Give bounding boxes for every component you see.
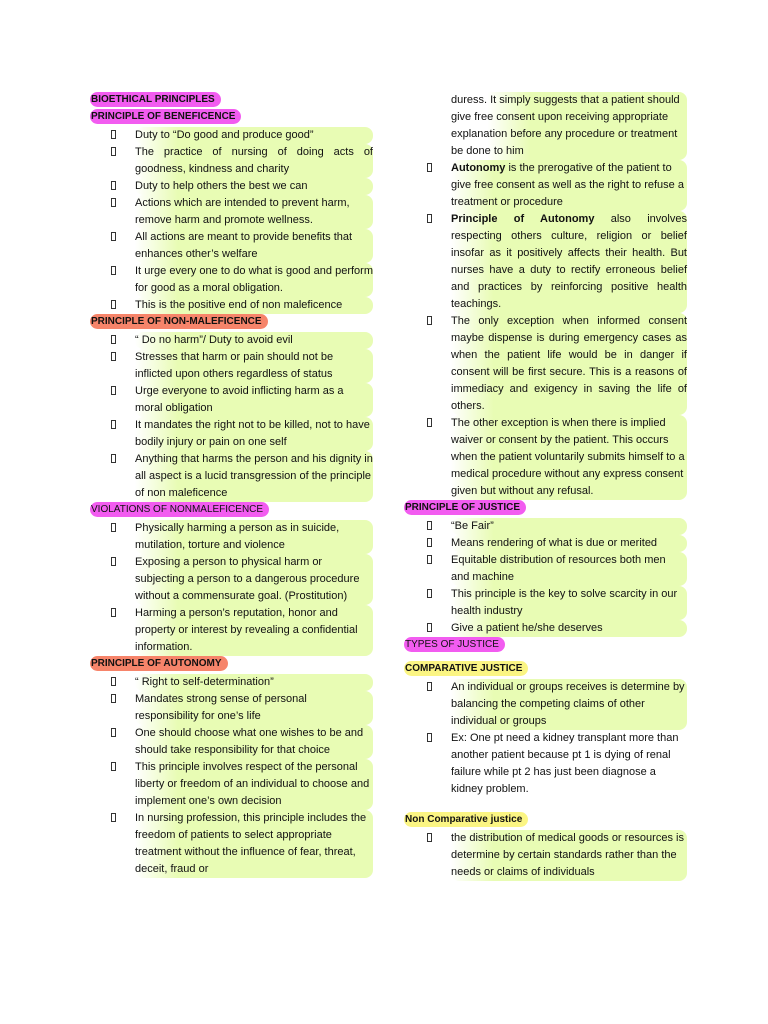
section-title-types-of-justice: TYPES OF JUSTICE: [402, 638, 687, 654]
list-item: Principle of Autonomy also involves respecting others culture, religion or belief insofar as it positively affects their health. But nurses have a duty to rectify erroneous belief and practices by reinforcing positive health teachings.: [402, 211, 687, 313]
bullet-icon: [111, 420, 116, 429]
list-item: Exposing a person to physical harm or subjecting a person to a dangerous procedure without a commensurate goal. (Prostitution): [88, 554, 373, 605]
bullet-icon: [111, 813, 116, 822]
continuation-paragraph: duress. It simply suggests that a patient should give free consent upon receiving appropriate explanation before any procedure or treatment be done to him: [402, 92, 687, 160]
list-item: Urge everyone to avoid inflicting harm as a moral obligation: [88, 383, 373, 417]
list-item: In nursing profession, this principle includes the freedom of patients to select appropriate treatment without the influence of fear, threat, deceit, fraud or: [88, 810, 373, 878]
bullet-icon: [427, 682, 432, 691]
list-item: Mandates strong sense of personal responsibility for one’s life: [88, 691, 373, 725]
list-item: All actions are meant to provide benefits that enhances other’s welfare: [88, 229, 373, 263]
bullet-icon: [111, 677, 116, 686]
bullet-icon: [427, 418, 432, 427]
list-item: The practice of nursing of doing acts of goodness, kindness and charity: [88, 144, 373, 178]
section-title-non-maleficence: PRINCIPLE OF NON-MALEFICENCE: [88, 315, 373, 331]
bullet-icon: [111, 130, 116, 139]
list-item: This is the positive end of non maleficence: [88, 297, 373, 314]
left-column: [88, 92, 373, 878]
bullet-icon: [427, 833, 432, 842]
section-title-violations: VIOLATIONS OF NONMALEFICENCE: [88, 503, 373, 519]
bullet-icon: [427, 623, 432, 632]
list-item: Duty to help others the best we can: [88, 178, 373, 195]
section-title-beneficence: PRINCIPLE OF BENEFICENCE: [88, 110, 373, 126]
non-comparative-list: [402, 830, 687, 881]
right-column: [402, 92, 687, 881]
section-title-justice: PRINCIPLE OF JUSTICE: [402, 501, 687, 517]
bullet-icon: [111, 694, 116, 703]
bullet-icon: [427, 316, 432, 325]
bullet-icon: [427, 163, 432, 172]
bullet-icon: [111, 454, 116, 463]
list-item: Autonomy is the prerogative of the patient to give free consent as well as the right to refuse a treatment or procedure: [402, 160, 687, 211]
list-item: “ Do no harm”/ Duty to avoid evil: [88, 332, 373, 349]
section-title-non-comparative: Non Comparative justice: [402, 813, 687, 829]
section-title-bioethical: BIOETHICAL PRINCIPLES: [88, 93, 373, 109]
list-item: Equitable distribution of resources both men and machine: [402, 552, 687, 586]
section-title-autonomy: PRINCIPLE OF AUTONOMY: [88, 657, 373, 673]
spacer: [402, 798, 687, 812]
non-maleficence-list: [88, 332, 373, 502]
bullet-icon: [111, 147, 116, 156]
bullet-icon: [111, 728, 116, 737]
list-item: “Be Fair”: [402, 518, 687, 535]
list-item: Give a patient he/she deserves: [402, 620, 687, 637]
violations-list: [88, 520, 373, 656]
list-item: Anything that harms the person and his dignity in all aspect is a lucid transgression of the principle of non maleficence: [88, 451, 373, 502]
list-item: Duty to “Do good and produce good”: [88, 127, 373, 144]
bullet-icon: [111, 352, 116, 361]
bullet-icon: [427, 733, 432, 742]
bullet-icon: [111, 762, 116, 771]
bullet-icon: [427, 214, 432, 223]
comparative-list: [402, 679, 687, 798]
list-item: Stresses that harm or pain should not be inflicted upon others regardless of status: [88, 349, 373, 383]
section-title-comparative: COMPARATIVE JUSTICE: [402, 662, 687, 678]
list-item: Ex: One pt need a kidney transplant more than another patient because pt 1 is dying of renal failure while pt 2 has just been diagnose a kidney problem.: [402, 730, 687, 798]
list-item: Actions which are intended to prevent harm, remove harm and promote wellness.: [88, 195, 373, 229]
list-item: It urge every one to do what is good and perform for good as a moral obligation.: [88, 263, 373, 297]
list-item: Harming a person’s reputation, honor and property or interest by revealing a confidential information.: [88, 605, 373, 656]
list-item: This principle is the key to solve scarcity in our health industry: [402, 586, 687, 620]
bullet-icon: [111, 232, 116, 241]
list-item: One should choose what one wishes to be and should take responsibility for that choice: [88, 725, 373, 759]
bullet-icon: [427, 555, 432, 564]
justice-list: [402, 518, 687, 637]
list-item: The only exception when informed consent maybe dispense is during emergency cases as when the patient life would be in danger if consent will be first secure. This is a reasons of immediacy and exigency in saving the life of others.: [402, 313, 687, 415]
bullet-icon: [111, 386, 116, 395]
bullet-icon: [111, 335, 116, 344]
bullet-icon: [111, 198, 116, 207]
bullet-icon: [111, 523, 116, 532]
list-item: “ Right to self-determination”: [88, 674, 373, 691]
bullet-icon: [111, 300, 116, 309]
autonomy-list: [88, 674, 373, 878]
bullet-icon: [111, 608, 116, 617]
bullet-icon: [111, 266, 116, 275]
bullet-icon: [427, 589, 432, 598]
list-item: This principle involves respect of the personal liberty or freedom of an individual to choose and implement one’s own decision: [88, 759, 373, 810]
list-item: the distribution of medical goods or resources is determine by certain standards rather than the needs or claims of individuals: [402, 830, 687, 881]
list-item: It mandates the right not to be killed, not to have bodily injury or pain on one self: [88, 417, 373, 451]
bullet-icon: [111, 557, 116, 566]
list-item: An individual or groups receives is determine by balancing the competing claims of other individual or groups: [402, 679, 687, 730]
bullet-icon: [427, 521, 432, 530]
beneficence-list: [88, 127, 373, 314]
bullet-icon: [427, 538, 432, 547]
bullet-icon: [111, 181, 116, 190]
list-item: Physically harming a person as in suicide, mutilation, torture and violence: [88, 520, 373, 554]
list-item: Means rendering of what is due or merited: [402, 535, 687, 552]
autonomy-continued-list: [402, 160, 687, 500]
list-item: The other exception is when there is implied waiver or consent by the patient. This occurs when the patient voluntarily submits himself to a medical procedure without any express consent given but without any refusal.: [402, 415, 687, 500]
